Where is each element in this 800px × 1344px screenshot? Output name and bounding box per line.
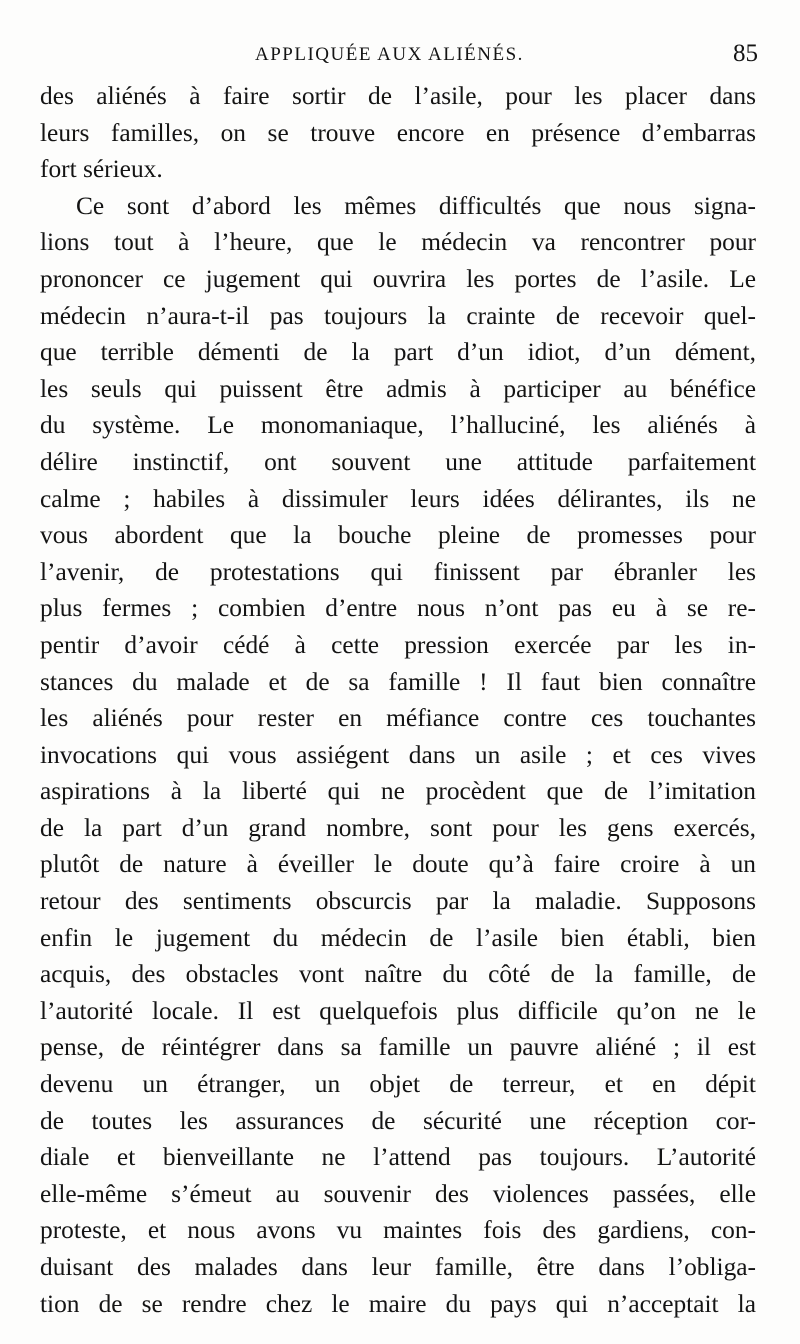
text-line: invocations qui vous assiégent dans un asile ; et ces vives: [40, 740, 756, 769]
text-line: l’avenir, de protestations qui finissent par ébranler les: [40, 557, 756, 586]
text-line: de toutes les assurances de sécurité une réception cor-: [40, 1106, 756, 1135]
text-line: de la part d’un grand nombre, sont pour les gens exercés,: [40, 813, 756, 842]
text-line: enfin le jugement du médecin de l’asile bien établi, bien: [40, 923, 756, 952]
text-line: les seuls qui puissent être admis à participer au bénéfice: [40, 374, 756, 403]
text-line: fort sérieux.: [40, 155, 163, 184]
text-line: retour des sentiments obscurcis par la maladie. Supposons: [40, 887, 756, 916]
text-line: aspirations à la liberté qui ne procèdent que de l’imitation: [40, 777, 756, 806]
text-line: diale et bienveillante ne l’attend pas toujours. L’autorité: [40, 1143, 756, 1172]
text-line: des aliénés à faire sortir de l’asile, pour les placer dans: [40, 82, 756, 110]
text-line: médecin n’aura-t-il pas toujours la crainte de recevoir quel-: [40, 301, 756, 330]
text-line: plus fermes ; combien d’entre nous n’ont pas eu à se re-: [40, 594, 756, 623]
text-line: les aliénés pour rester en méfiance contre ces touchantes: [40, 704, 756, 733]
text-line: calme ; habiles à dissimuler leurs idées délirantes, ils ne: [40, 484, 756, 513]
text-line: stances du malade et de sa famille ! Il faut bien connaître: [40, 667, 756, 696]
text-line: devenu un étranger, un objet de terreur, et en dépit: [40, 1070, 756, 1099]
text-line: pense, de réintégrer dans sa famille un pauvre aliéné ; il est: [40, 1033, 756, 1062]
text-line: acquis, des obstacles vont naître du côté de la famille, de: [40, 960, 756, 989]
text-line: plutôt de nature à éveiller le doute qu’à faire croire à un: [40, 850, 756, 879]
text-line: proteste, et nous avons vu maintes fois des gardiens, con-: [40, 1216, 756, 1245]
running-title: APPLIQUÉE AUX ALIÉNÉS.: [255, 44, 524, 65]
text-line: duisant des malades dans leur famille, être dans l’obliga-: [40, 1253, 756, 1281]
paragraph-first-line: Ce sont d’abord les mêmes difficultés que nous signa-: [76, 191, 756, 220]
text-line: l’autorité locale. Il est quelquefois plus difficile qu’on ne le: [40, 996, 756, 1025]
page-number: 85: [733, 40, 758, 67]
text-line: prononcer ce jugement qui ouvrira les portes de l’asile. Le: [40, 264, 756, 293]
text-line: délire instinctif, ont souvent une attitude parfaitement: [40, 447, 756, 476]
text-line: elle-même s’émeut au souvenir des violences passées, elle: [40, 1179, 756, 1208]
text-line: leurs familles, on se trouve encore en présence d’embarras: [40, 118, 756, 147]
text-line: vous abordent que la bouche pleine de promesses pour: [40, 521, 756, 550]
text-line: que terrible démenti de la part d’un idiot, d’un dément,: [40, 338, 756, 367]
page-header: [40, 38, 760, 78]
text-line: du système. Le monomaniaque, l’halluciné, les aliénés à: [40, 411, 756, 440]
text-line: tion de se rendre chez le maire du pays qui n’acceptait la: [40, 1289, 756, 1318]
text-line: lions tout à l’heure, que le médecin va rencontrer pour: [40, 228, 756, 257]
text-line: pentir d’avoir cédé à cette pression exercée par les in-: [40, 630, 756, 659]
body-text: [40, 78, 756, 1322]
